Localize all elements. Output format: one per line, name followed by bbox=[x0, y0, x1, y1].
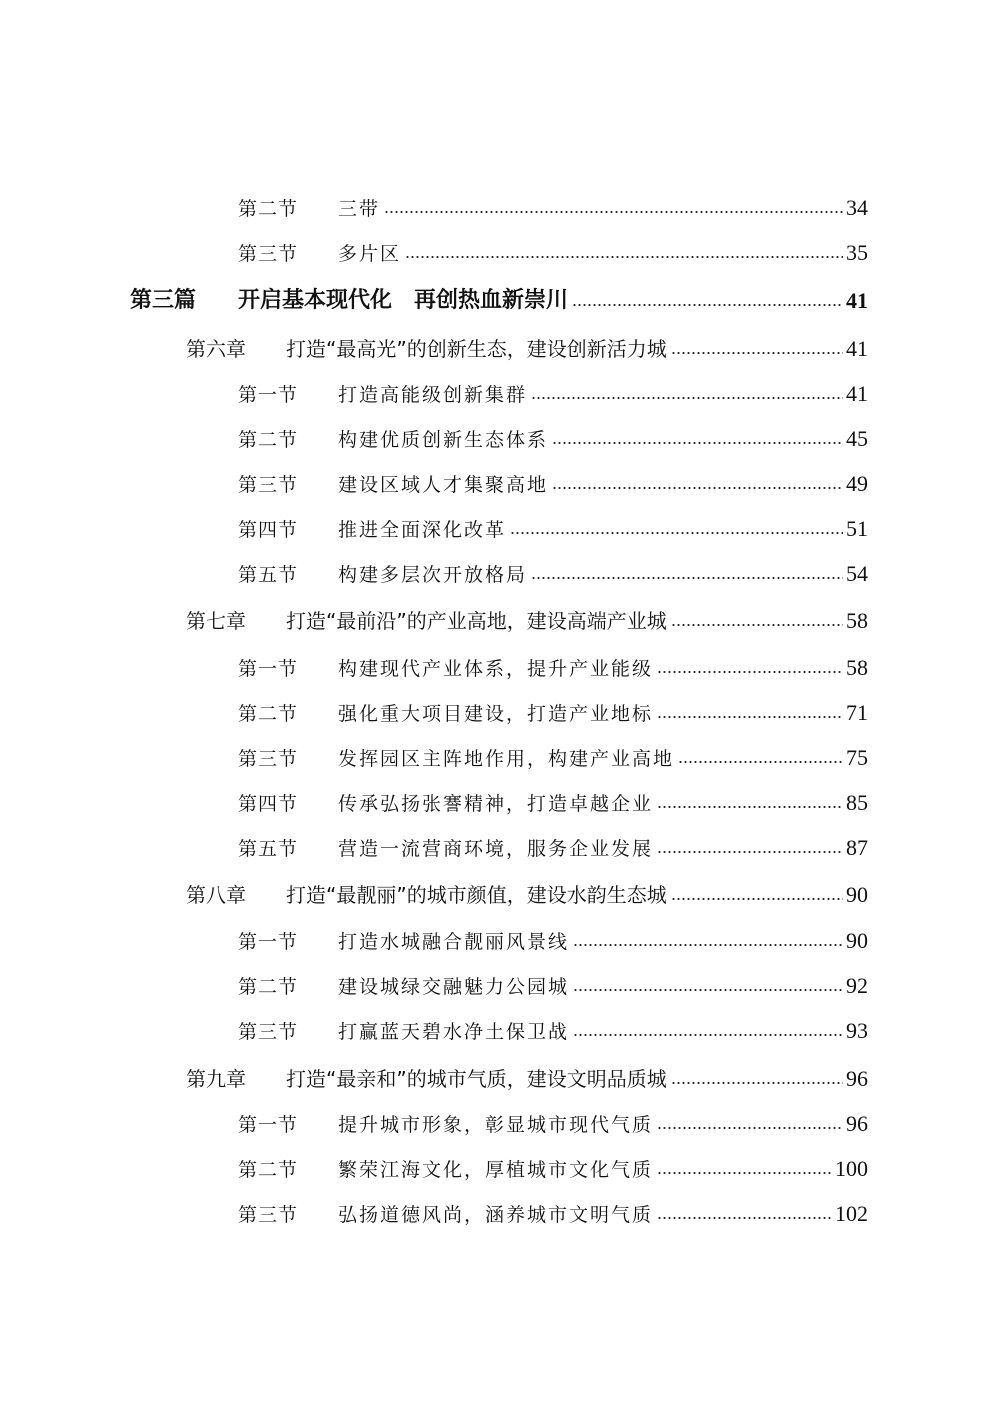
toc-entry-label: 第二节 bbox=[238, 198, 299, 220]
toc-entry-title: 繁荣江海文化，厚植城市文化气质 bbox=[338, 1159, 654, 1181]
toc-entry-title: 打造水城融合靓丽风景线 bbox=[338, 931, 570, 953]
toc-entry-title: 多片区 bbox=[338, 243, 402, 265]
toc-entry-page-number: 90 bbox=[846, 882, 868, 907]
toc-entry-section bbox=[238, 371, 868, 407]
dot-leader bbox=[572, 304, 843, 306]
toc-entry-page-number: 100 bbox=[835, 1156, 868, 1181]
dot-leader bbox=[671, 624, 843, 626]
dot-leader bbox=[678, 761, 843, 763]
toc-entry-title: 营造一流营商环境，服务企业发展 bbox=[338, 838, 654, 860]
toc-entry-label: 第三篇 bbox=[130, 288, 197, 313]
toc-entry-page-number: 35 bbox=[846, 240, 868, 265]
dot-leader bbox=[573, 989, 843, 991]
toc-entry-title: 打造高能级创新集群 bbox=[338, 384, 528, 406]
toc-entry-title: 打造“最靓丽”的城市颜值，建设水韵生态城 bbox=[286, 883, 667, 907]
toc-entry-page-number: 45 bbox=[846, 426, 868, 451]
toc-entry-label: 第一节 bbox=[238, 1114, 299, 1136]
toc-entry-label: 第二节 bbox=[238, 976, 299, 998]
toc-entry-section bbox=[238, 506, 868, 542]
toc-entry-page-number: 54 bbox=[846, 561, 868, 586]
dot-leader bbox=[657, 1127, 843, 1129]
toc-entry-label: 第一节 bbox=[238, 931, 299, 953]
toc-entry-label: 第四节 bbox=[238, 519, 299, 541]
toc-entry-title: 开启基本现代化 再创热血新崇川 bbox=[238, 288, 569, 313]
toc-entry-chapter bbox=[186, 1056, 868, 1092]
toc-entry-label: 第七章 bbox=[186, 609, 246, 633]
toc-entry-section bbox=[238, 416, 868, 452]
dot-leader bbox=[657, 716, 843, 718]
toc-entry-label: 第八章 bbox=[186, 883, 246, 907]
toc-entry-label: 第二节 bbox=[238, 429, 299, 451]
toc-entry-title: 三带 bbox=[338, 198, 381, 220]
dot-leader bbox=[510, 532, 843, 534]
toc-entry-title: 传承弘扬张謇精神，打造卓越企业 bbox=[338, 793, 654, 815]
toc-entry-page-number: 93 bbox=[846, 1018, 868, 1043]
toc-entry-title: 强化重大项目建设，打造产业地标 bbox=[338, 703, 654, 725]
toc-entry-page-number: 96 bbox=[846, 1066, 868, 1091]
dot-leader bbox=[671, 1082, 843, 1084]
toc-entry-title: 建设城绿交融魅力公园城 bbox=[338, 976, 570, 998]
toc-entry-label: 第五节 bbox=[238, 838, 299, 860]
dot-leader bbox=[671, 352, 843, 354]
dot-leader bbox=[552, 442, 843, 444]
toc-entry-section bbox=[238, 690, 868, 726]
toc-entry-label: 第四节 bbox=[238, 793, 299, 815]
toc-entry-page-number: 41 bbox=[846, 288, 868, 313]
toc-entry-label: 第三节 bbox=[238, 1204, 299, 1226]
toc-entry-section bbox=[238, 1146, 868, 1182]
toc-entry-label: 第一节 bbox=[238, 384, 299, 406]
toc-entry-label: 第九章 bbox=[186, 1067, 246, 1091]
toc-entry-label: 第三节 bbox=[238, 1021, 299, 1043]
toc-entry-label: 第六章 bbox=[186, 337, 246, 361]
toc-entry-title: 打赢蓝天碧水净土保卫战 bbox=[338, 1021, 570, 1043]
dot-leader bbox=[657, 1217, 832, 1219]
toc-entry-section bbox=[238, 230, 868, 266]
dot-leader bbox=[384, 211, 843, 213]
toc-entry-section bbox=[238, 963, 868, 999]
toc-entry-section bbox=[238, 918, 868, 954]
toc-entry-page-number: 58 bbox=[846, 608, 868, 633]
toc-entry-section bbox=[238, 1191, 868, 1227]
dot-leader bbox=[573, 944, 843, 946]
toc-entry-section bbox=[238, 645, 868, 681]
dot-leader bbox=[552, 487, 843, 489]
toc-entry-section bbox=[238, 735, 868, 771]
dot-leader bbox=[657, 851, 843, 853]
toc-entry-page-number: 90 bbox=[846, 928, 868, 953]
toc-entry-page-number: 41 bbox=[846, 336, 868, 361]
toc-entry-title: 构建多层次开放格局 bbox=[338, 564, 528, 586]
toc-entry-page-number: 92 bbox=[846, 973, 868, 998]
toc-entry-label: 第二节 bbox=[238, 1159, 299, 1181]
dot-leader bbox=[531, 397, 843, 399]
toc-entry-part bbox=[130, 278, 868, 314]
toc-entry-page-number: 49 bbox=[846, 471, 868, 496]
toc-entry-page-number: 58 bbox=[846, 655, 868, 680]
toc-entry-section bbox=[238, 1101, 868, 1137]
toc-entry-label: 第三节 bbox=[238, 748, 299, 770]
toc-entry-page-number: 85 bbox=[846, 790, 868, 815]
toc-entry-label: 第三节 bbox=[238, 474, 299, 496]
toc-entry-title: 打造“最前沿”的产业高地，建设高端产业城 bbox=[286, 609, 667, 633]
dot-leader bbox=[531, 577, 843, 579]
toc-entry-page-number: 96 bbox=[846, 1111, 868, 1136]
dot-leader bbox=[657, 806, 843, 808]
toc-entry-title: 打造“最高光”的创新生态，建设创新活力城 bbox=[286, 337, 667, 361]
dot-leader bbox=[657, 671, 843, 673]
toc-entry-label: 第五节 bbox=[238, 564, 299, 586]
toc-entry-section bbox=[238, 825, 868, 861]
toc-entry-label: 第一节 bbox=[238, 658, 299, 680]
toc-entry-chapter bbox=[186, 598, 868, 634]
toc-entry-title: 打造“最亲和”的城市气质，建设文明品质城 bbox=[286, 1067, 667, 1091]
toc-entry-title: 发挥园区主阵地作用，构建产业高地 bbox=[338, 748, 675, 770]
toc-entry-chapter bbox=[186, 326, 868, 362]
toc-entry-page-number: 75 bbox=[846, 745, 868, 770]
toc-entry-label: 第二节 bbox=[238, 703, 299, 725]
toc-entry-section bbox=[238, 461, 868, 497]
dot-leader bbox=[657, 1172, 832, 1174]
toc-entry-chapter bbox=[186, 872, 868, 908]
toc-entry-section bbox=[238, 551, 868, 587]
dot-leader bbox=[405, 256, 843, 258]
toc-entry-page-number: 51 bbox=[846, 516, 868, 541]
toc-entry-page-number: 102 bbox=[835, 1201, 868, 1226]
toc-entry-section bbox=[238, 780, 868, 816]
toc-entry-page-number: 71 bbox=[846, 700, 868, 725]
toc-entry-title: 构建现代产业体系，提升产业能级 bbox=[338, 658, 654, 680]
toc-entry-title: 建设区域人才集聚高地 bbox=[338, 474, 549, 496]
dot-leader bbox=[573, 1034, 843, 1036]
toc-entry-page-number: 87 bbox=[846, 835, 868, 860]
toc-entry-page-number: 34 bbox=[846, 195, 868, 220]
toc-entry-section bbox=[238, 185, 868, 221]
toc-entry-label: 第三节 bbox=[238, 243, 299, 265]
dot-leader bbox=[671, 898, 843, 900]
toc-entry-title: 提升城市形象，彰显城市现代气质 bbox=[338, 1114, 654, 1136]
toc-entry-title: 弘扬道德风尚，涵养城市文明气质 bbox=[338, 1204, 654, 1226]
toc-entry-title: 推进全面深化改革 bbox=[338, 519, 507, 541]
toc-entry-title: 构建优质创新生态体系 bbox=[338, 429, 549, 451]
toc-entry-page-number: 41 bbox=[846, 381, 868, 406]
toc-entry-section bbox=[238, 1008, 868, 1044]
